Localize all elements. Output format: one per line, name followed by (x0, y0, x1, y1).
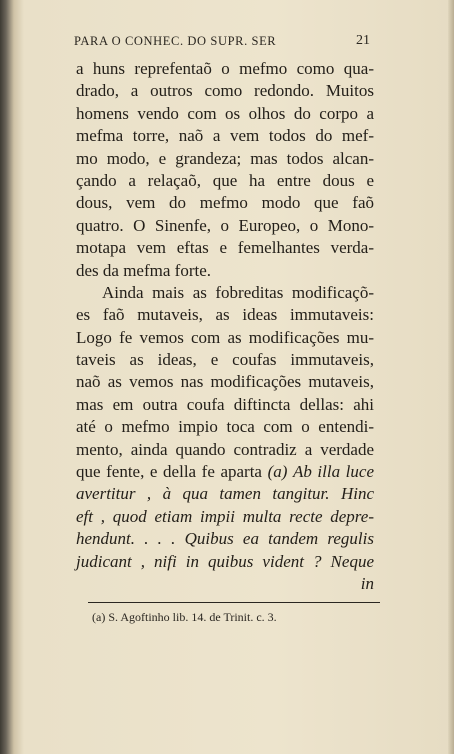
latin-line: avertitur , à qua tamen tangitur. Hinc (76, 484, 374, 504)
body-text (76, 58, 374, 595)
text-line: naõ as vemos nas modificações mutaveis, (76, 372, 374, 392)
text-line: taveis as ideas, e coufas immutaveis, (76, 350, 374, 370)
latin-line: hendunt. . . . Quibus ea tandem regulis (76, 529, 374, 549)
text-line: Ainda mais as fobreditas modificaçõ- (102, 282, 374, 302)
latin-quote: Ab illa luce (292, 462, 374, 482)
text-line: mefma torre, naõ a vem todos do mef- (76, 126, 374, 146)
text-line: até o mefmo impio toca com o entendi- (76, 417, 374, 437)
text-segment: que fente, e della fe aparta (76, 462, 262, 482)
catchword: in (360, 573, 374, 593)
text-line: homens vendo com os olhos do corpo a (76, 103, 374, 123)
text-line: es faõ mutaveis, as ideas immutaveis: (76, 305, 374, 325)
latin-line: eft , quod etiam impii multa recte depre- (76, 506, 374, 526)
footnote-ref: (a) (267, 462, 288, 482)
latin-line: judicant , nifi in quibus vident ? Neque (76, 551, 374, 571)
text-line: mento, ainda quando contradiz a verdade (76, 439, 374, 459)
text-line (76, 461, 374, 483)
footnote-rule (88, 602, 380, 603)
text-line: drado, a outros como redondo. Muitos (76, 81, 374, 101)
text-line: a huns reprefentaõ o mefmo como qua- (76, 59, 374, 78)
text-line: des da mefma forte. (76, 260, 211, 280)
running-title: PARA O CONHEC. DO SUPR. SER (74, 34, 277, 48)
running-head (74, 34, 370, 49)
footnote: (a) S. Agoftinho lib. 14. de Trinit. c. 3. (92, 610, 277, 624)
text-line: Logo fe vemos com as modificações mu- (76, 327, 374, 347)
text-line: mo modo, e grandeza; mas todos alcan- (76, 148, 374, 168)
text-line: çando a relaçaõ, que ha entre dous e (76, 170, 374, 190)
text-line: quatro. O Sinenfe, o Europeo, o Mono- (76, 215, 374, 235)
page-number: 21 (356, 33, 370, 48)
text-line: dous, vem do mefmo modo que faõ (76, 193, 374, 213)
text-line: mas em outra coufa diftincta dellas: ahi (76, 394, 374, 414)
catchword-line (76, 573, 374, 595)
text-line: motapa vem eftas e femelhantes verda- (76, 238, 374, 258)
